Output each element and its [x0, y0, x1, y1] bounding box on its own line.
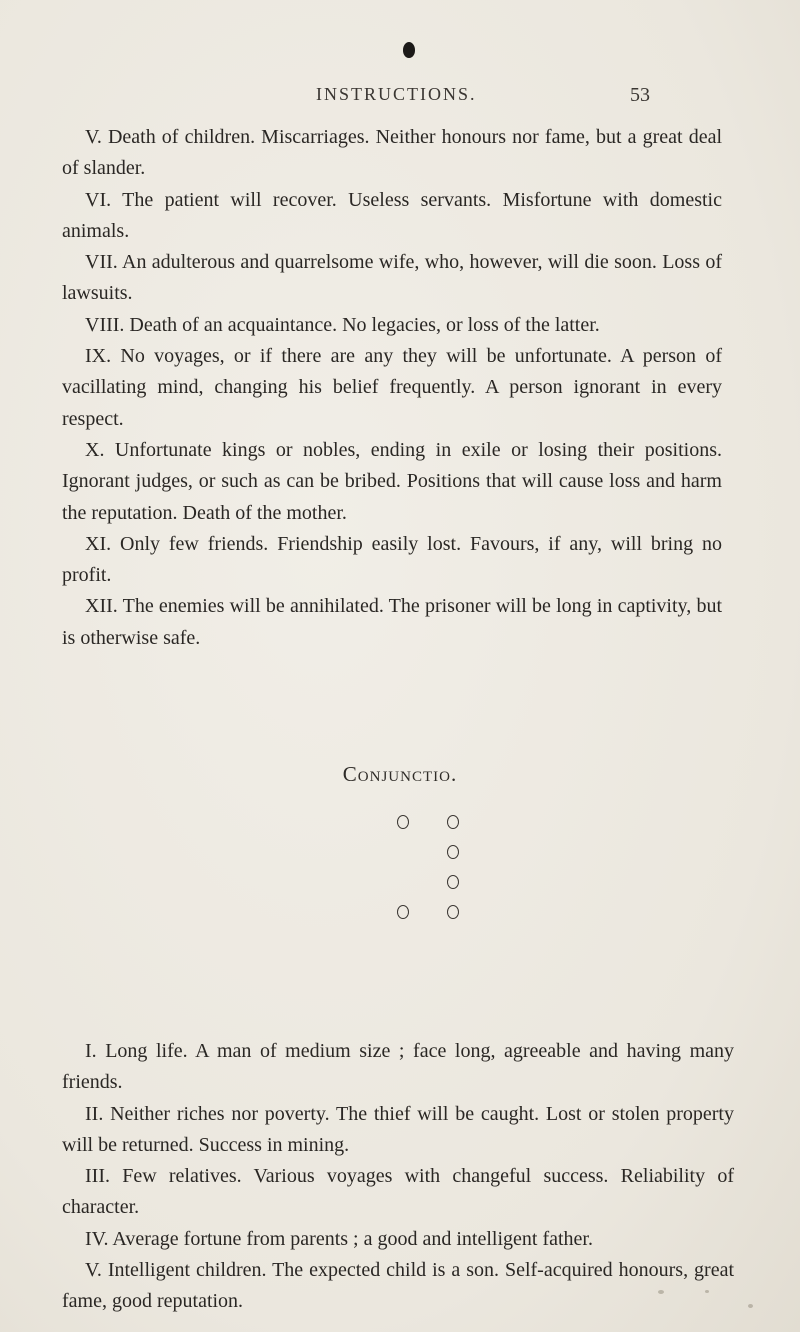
section-heading: Conjunctio. — [342, 762, 458, 786]
figure-dot — [447, 905, 459, 919]
paper-speck — [705, 1290, 709, 1293]
body-text-top — [62, 122, 722, 654]
paragraph-vi: VI. The patient will recover. Useless servants. Misfortune with domestic animals. — [62, 188, 722, 242]
figure-dot — [397, 815, 409, 829]
paragraph-ii: II. Neither riches nor poverty. The thief will be caught. Lost or stolen property will be returned. Success in mining. — [62, 1102, 734, 1156]
paragraph-x: X. Unfortunate kings or nobles, ending in exile or losing their positions. Ignorant judges, or such as can be bribed. Positions that will cause loss and harm the reputation. Death of the mother. — [62, 438, 722, 524]
paper-speck — [748, 1304, 753, 1308]
paragraph-iii: III. Few relatives. Various voyages with changeful success. Reliability of character. — [62, 1165, 734, 1219]
paragraph-v: V. Death of children. Miscarriages. Neither honours nor fame, but a great deal of slander. — [62, 126, 722, 180]
paragraph-xi: XI. Only few friends. Friendship easily lost. Favours, if any, will bring no profit. — [62, 532, 722, 587]
paragraph-xii: XII. The enemies will be annihilated. The prisoner will be long in captivity, but is otherwise safe. — [62, 595, 722, 649]
page-number: 53 — [630, 84, 650, 106]
paragraph-iv: IV. Average fortune from parents ; a good and intelligent father. — [85, 1227, 593, 1250]
figure-dot — [447, 845, 459, 859]
figure-dot — [447, 815, 459, 829]
paragraph-v-children: V. Intelligent children. The expected child is a son. Self-acquired honours, great fame, good reputation. — [62, 1259, 734, 1313]
running-head — [0, 84, 800, 114]
paragraph-viii: VIII. Death of an acquaintance. No legacies, or loss of the latter. — [85, 313, 600, 336]
paragraph-vii: VII. An adulterous and quarrelsome wife, who, however, will die soon. Loss of lawsuits. — [62, 251, 722, 305]
body-text-bottom — [62, 1036, 734, 1318]
running-title: INSTRUCTIONS. — [316, 84, 477, 104]
printer-ornament — [403, 42, 415, 58]
paragraph-ix: IX. No voyages, or if there are any they will be unfortunate. A person of vacillating mind, changing his belief frequently. A person ignorant in every respect. — [62, 345, 722, 430]
figure-dot — [447, 875, 459, 889]
paper-speck — [658, 1290, 664, 1294]
figure-dot — [397, 905, 409, 919]
paragraph-i: I. Long life. A man of medium size ; face long, agreeable and having many friends. — [62, 1040, 734, 1094]
